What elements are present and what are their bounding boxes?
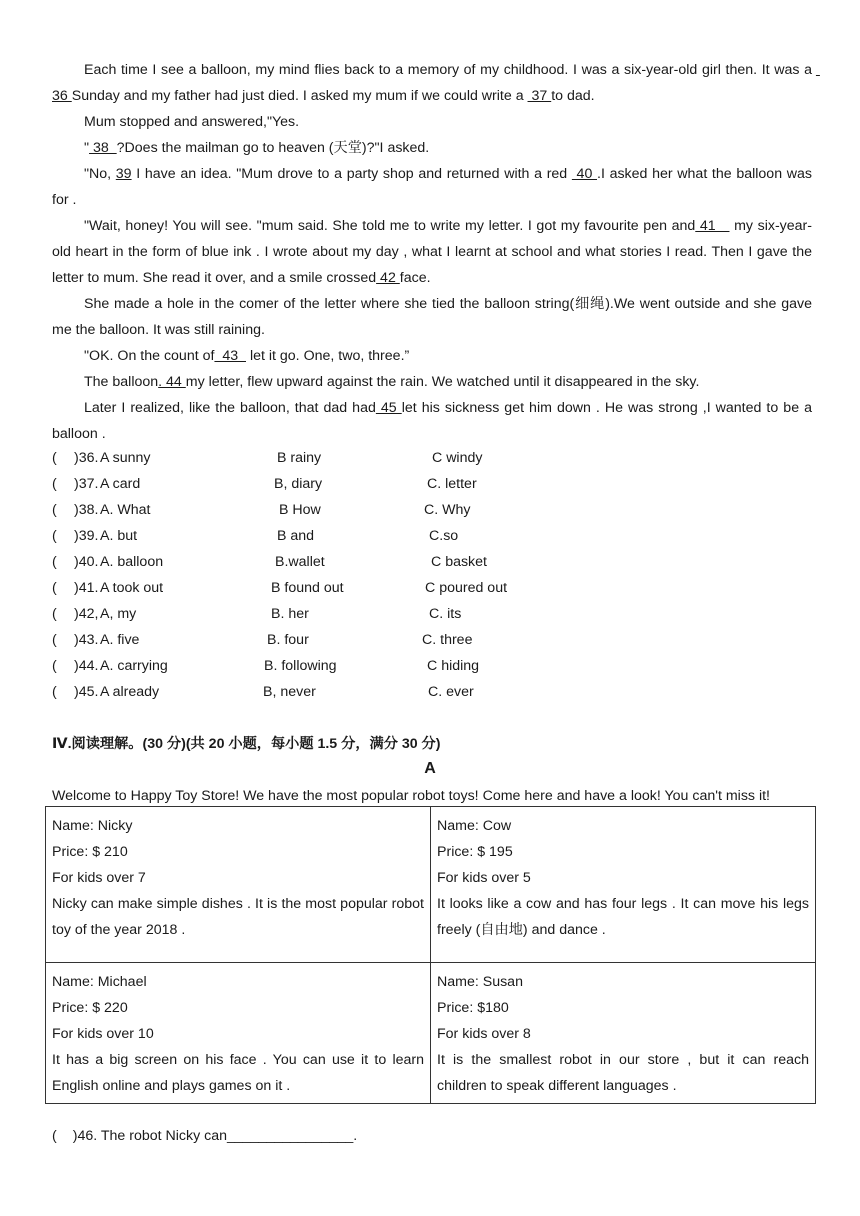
blank-number: 36 — [52, 62, 820, 104]
toy-name: Name: Cow — [437, 818, 512, 834]
passage-text: Sunday and my father had just died. I asked my mum if we could write a — [71, 88, 528, 104]
toy-age: For kids over 8 — [437, 1026, 531, 1042]
answer-bracket[interactable]: ( — [52, 606, 57, 622]
passage-text: let his sickness get him down . He was strong ,I wanted to be a balloon . — [52, 400, 816, 442]
option-b: B found out — [271, 580, 344, 596]
passage-text: Later I realized, like the balloon, that dad had — [84, 400, 376, 416]
option-c: C. letter — [427, 476, 477, 492]
question-46 — [52, 1124, 357, 1148]
question-number: )36. — [74, 450, 99, 466]
option-row — [52, 627, 812, 653]
answer-bracket[interactable]: ( — [52, 476, 57, 492]
question-number: )44. — [74, 658, 99, 674]
toy-cell-cow — [431, 807, 816, 963]
cloze-options — [52, 445, 812, 705]
question-number: )37. — [74, 476, 99, 492]
passage-text: "Wait, honey! You will see. "mum said. She told me to write my letter. I got my favourite pen and — [84, 218, 696, 234]
option-c: C hiding — [427, 658, 480, 674]
passage-text: " — [84, 140, 90, 156]
toy-name: Name: Susan — [437, 974, 523, 990]
passage-text: "No, — [84, 166, 116, 182]
toy-age: For kids over 10 — [52, 1026, 154, 1042]
passage-text: Mum stopped and answered,"Yes. — [84, 114, 300, 130]
passage-text: let it go. One, two, three.” — [246, 348, 410, 364]
option-b: B. following — [264, 658, 337, 674]
toy-price: Price: $ 195 — [437, 844, 513, 860]
passage-paragraph — [52, 395, 816, 447]
question-number: )39. — [74, 528, 99, 544]
answer-bracket[interactable]: ( — [52, 1128, 57, 1144]
option-c: C basket — [431, 554, 487, 570]
option-b: B How — [279, 502, 321, 518]
blank-number: 45 — [375, 400, 402, 416]
toy-price: Price: $ 210 — [52, 844, 128, 860]
answer-bracket[interactable]: ( — [52, 554, 57, 570]
option-a: A took out — [100, 580, 164, 596]
option-a: A. carrying — [100, 658, 168, 674]
option-row — [52, 471, 812, 497]
passage-text: ?Does the mailman go to heaven (天堂)?"I asked. — [116, 140, 430, 156]
passage-text: face. — [399, 270, 431, 286]
blank-number: 37 — [527, 88, 552, 104]
option-c: C. Why — [424, 502, 471, 518]
option-row — [52, 497, 812, 523]
option-row — [52, 445, 812, 471]
toy-cell-susan — [431, 963, 816, 1104]
answer-bracket[interactable]: ( — [52, 580, 57, 596]
option-row — [52, 523, 812, 549]
question-number: )40. — [74, 554, 99, 570]
passage-text: She made a hole in the comer of the letter where she tied the balloon string(细绳).We went outside and she gave me the balloon. It was still raining. — [52, 296, 816, 338]
option-a: A. five — [100, 632, 140, 648]
passage-paragraph — [52, 109, 812, 135]
question-number: )38. — [74, 502, 99, 518]
passage-text: I have an idea. "Mum drove to a party shop and returned with a red — [131, 166, 572, 182]
passage-text: my letter, flew upward against the rain. We watched until it disappeared in the sky. — [185, 374, 700, 390]
option-a: A. balloon — [100, 554, 164, 570]
passage-text: "OK. On the count of — [84, 348, 215, 364]
passage-paragraph — [52, 161, 816, 213]
toy-cell-michael — [46, 963, 431, 1104]
toy-age: For kids over 5 — [437, 870, 531, 886]
answer-bracket[interactable]: ( — [52, 658, 57, 674]
passage-paragraph — [52, 369, 812, 395]
toy-description: It looks like a cow and has four legs . It can move his legs freely (自由地) and dance . — [437, 896, 809, 938]
answer-bracket[interactable]: ( — [52, 450, 57, 466]
option-c: C.so — [429, 528, 459, 544]
option-a: A already — [100, 684, 160, 700]
option-a: A. What — [100, 502, 151, 518]
option-c: C. its — [429, 606, 462, 622]
passage-paragraph — [52, 57, 820, 109]
option-b: B.wallet — [275, 554, 325, 570]
blank-number: . 44 — [158, 374, 186, 390]
option-c: C. ever — [428, 684, 474, 700]
option-c: C windy — [432, 450, 483, 466]
store-welcome: Welcome to Happy Toy Store! We have the most popular robot toys! Come here and have a look! You can't miss it! — [52, 788, 770, 804]
blank-number: 40 — [571, 166, 598, 182]
toy-description: Nicky can make simple dishes . It is the most popular robot toy of the year 2018 . — [52, 896, 424, 938]
option-b: B, never — [263, 684, 316, 700]
passage-paragraph — [52, 343, 812, 369]
blank-number: 39 — [115, 166, 132, 182]
robot-toys-table — [45, 806, 816, 1104]
blank-number: 42 — [376, 270, 400, 286]
blank-number: 41 — [695, 218, 730, 234]
question-number: )41. — [74, 580, 99, 596]
answer-bracket[interactable]: ( — [52, 528, 57, 544]
option-a: A sunny — [100, 450, 151, 466]
passage-paragraph — [52, 135, 812, 161]
question-number: )42, — [74, 606, 99, 622]
passage-text: The balloon — [84, 374, 159, 390]
option-b: B and — [277, 528, 315, 544]
toy-name: Name: Michael — [52, 974, 147, 990]
option-a: A. but — [100, 528, 138, 544]
option-row — [52, 575, 812, 601]
passage-text: to dad. — [551, 88, 595, 104]
passage-paragraph — [52, 213, 816, 291]
toy-cell-nicky — [46, 807, 431, 963]
toy-age: For kids over 7 — [52, 870, 146, 886]
passage-label: A — [424, 760, 436, 777]
answer-bracket[interactable]: ( — [52, 684, 57, 700]
option-row — [52, 679, 812, 705]
option-row — [52, 601, 812, 627]
passage-paragraph — [52, 291, 816, 343]
option-a: A, my — [100, 606, 137, 622]
option-row — [52, 549, 812, 575]
blank-number: 38 — [89, 140, 117, 156]
blank-number: 43 — [214, 348, 246, 364]
toy-description: It has a big screen on his face . You can use it to learn English online and plays games on it . — [52, 1052, 424, 1094]
passage-text: my six-year-old heart in the form of blue ink . I wrote about my day , what I learnt at school and what stories I read. Then I gave the letter to mum. She read it over, and a smile crossed — [52, 218, 816, 286]
answer-bracket[interactable]: ( — [52, 502, 57, 518]
toy-price: Price: $ 220 — [52, 1000, 128, 1016]
question-number: )45. — [74, 684, 99, 700]
option-b: B. four — [267, 632, 309, 648]
option-c: C poured out — [425, 580, 508, 596]
passage-text: .I asked her what the balloon was for . — [52, 166, 816, 208]
answer-bracket[interactable]: ( — [52, 632, 57, 648]
toy-name: Name: Nicky — [52, 818, 133, 834]
cloze-passage — [52, 57, 820, 447]
toy-price: Price: $180 — [437, 1000, 509, 1016]
section-heading: Ⅳ.阅读理解。(30 分)(共 20 小题，每小题 1.5 分，满分 30 分) — [52, 736, 441, 752]
option-b: B rainy — [277, 450, 322, 466]
option-b: B, diary — [274, 476, 323, 492]
option-row — [52, 653, 812, 679]
passage-text: Each time I see a balloon, my mind flies back to a memory of my childhood. I was a six-year-old girl then. It was a — [84, 62, 816, 78]
option-b: B. her — [271, 606, 309, 622]
question-number: )43. — [74, 632, 99, 648]
option-c: C. three — [422, 632, 473, 648]
toy-description: It is the smallest robot in our store , but it can reach children to speak different languages . — [437, 1052, 809, 1094]
option-a: A card — [100, 476, 141, 492]
question-text: )46. The robot Nicky can________________. — [72, 1128, 358, 1144]
